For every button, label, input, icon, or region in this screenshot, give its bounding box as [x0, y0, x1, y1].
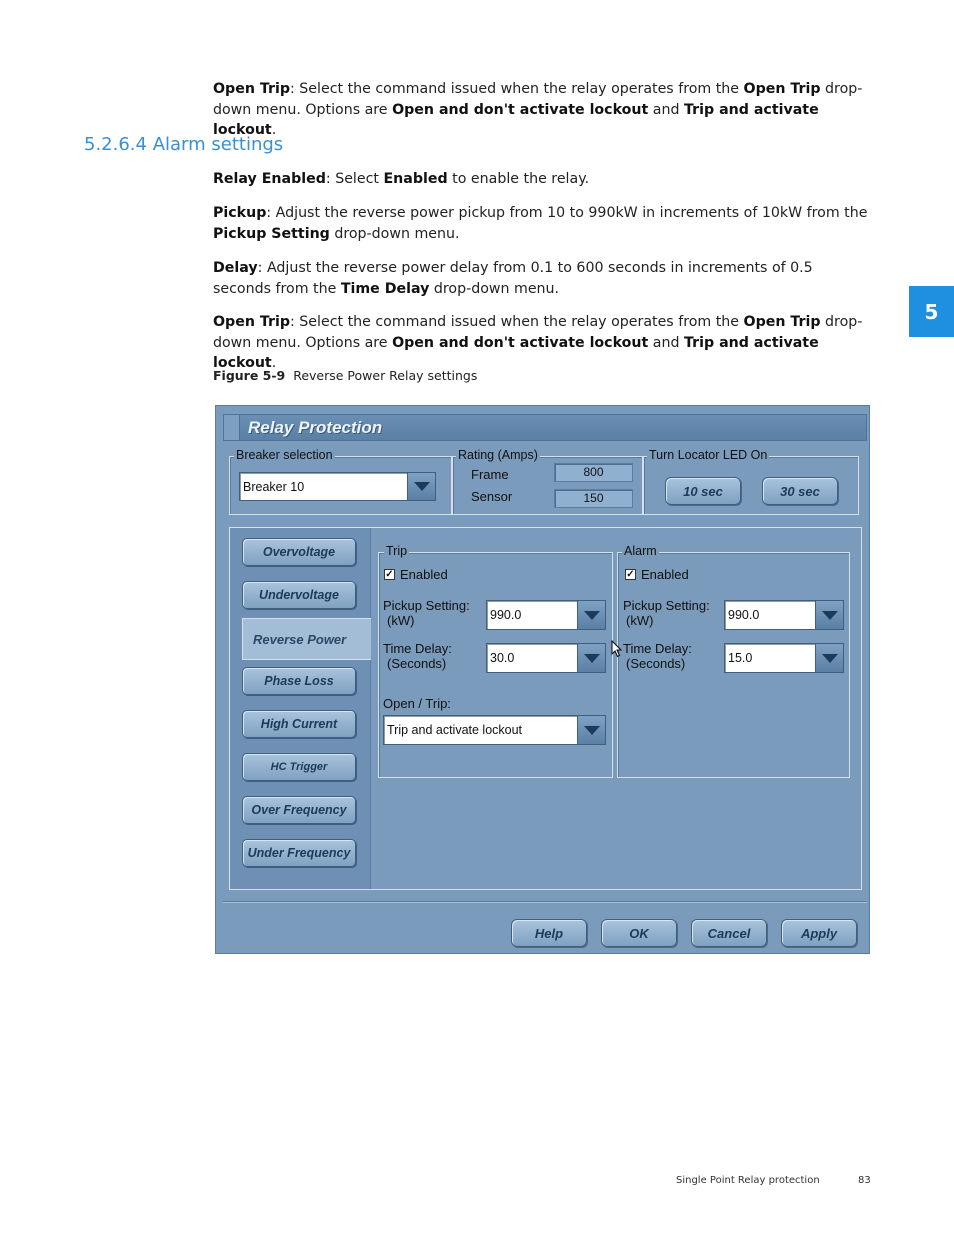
nav-hc-trigger-button[interactable]: HC Trigger	[242, 753, 356, 781]
term: Trip and activate lockout	[213, 334, 819, 371]
term: Open Trip	[213, 314, 291, 330]
trip-pickup-value: 990.0	[490, 608, 522, 622]
footer-divider	[223, 901, 867, 902]
chevron-down-icon[interactable]	[577, 601, 605, 629]
term: Time Delay	[340, 280, 430, 297]
nav-phase-loss-button[interactable]: Phase Loss	[242, 667, 356, 695]
trip-pickup-select[interactable]	[486, 600, 606, 630]
breaker-select-value: Breaker 10	[243, 479, 305, 494]
text: : Select the command issued when the relay operates from the	[290, 81, 744, 97]
open-trip-select[interactable]	[383, 715, 606, 745]
term: Delay	[213, 260, 258, 276]
term: Open Trip	[743, 314, 821, 330]
locator-10-sec-button[interactable]: 10 sec	[665, 477, 741, 505]
help-button[interactable]: Help	[511, 919, 587, 947]
pickup-paragraph	[213, 203, 873, 244]
term: Open and don't activate lockout	[392, 101, 649, 118]
text: drop-down menu.	[329, 225, 460, 242]
figure-label: Figure 5-9	[213, 368, 286, 383]
locator-label: Turn Locator LED On	[649, 448, 768, 462]
text: drop-down menu. Options are	[213, 314, 863, 351]
apply-button[interactable]: Apply	[781, 919, 857, 947]
alarm-pickup-label: Pickup Setting:	[623, 598, 710, 613]
chevron-down-icon[interactable]	[815, 601, 843, 629]
alarm-pickup-value: 990.0	[728, 608, 760, 622]
trip-pickup-unit: (kW)	[387, 613, 415, 628]
text: : Select	[325, 171, 384, 187]
nav-high-current-button[interactable]: High Current	[242, 710, 356, 738]
relay-enabled-paragraph	[213, 169, 873, 190]
sensor-value: 150	[554, 489, 633, 508]
footer-title: Single Point Relay protection	[676, 1175, 820, 1186]
term: Pickup	[213, 205, 267, 221]
trip-delay-unit: (Seconds)	[387, 656, 447, 671]
dialog-title: Relay Protection	[248, 418, 383, 437]
trip-delay-select[interactable]	[486, 643, 606, 673]
alarm-delay-value: 15.0	[728, 651, 753, 665]
alarm-delay-label: Time Delay:	[623, 641, 692, 656]
locator-30-sec-button[interactable]: 30 sec	[762, 477, 838, 505]
trip-enabled-checkbox[interactable]: ✓	[385, 569, 394, 580]
term: Pickup Setting	[213, 225, 330, 242]
frame-value: 800	[554, 463, 633, 482]
alarm-pickup-select[interactable]	[724, 600, 844, 630]
figure-caption	[213, 368, 477, 383]
alarm-enabled-checkbox[interactable]: ✓	[626, 569, 635, 580]
term: Relay Enabled	[213, 171, 326, 187]
open-trip-paragraph-top	[213, 79, 873, 141]
text: : Adjust the reverse power delay from 0.1 to 600 seconds in increments of 0.5 seconds from the	[213, 260, 813, 297]
delay-paragraph	[213, 258, 873, 299]
trip-delay-label: Time Delay:	[383, 641, 452, 656]
trip-label: Trip	[386, 544, 408, 558]
text: and	[648, 334, 684, 351]
text: to enable the relay.	[447, 171, 590, 187]
chevron-down-icon[interactable]	[407, 473, 435, 500]
term: Open Trip	[743, 81, 821, 97]
alarm-label: Alarm	[624, 544, 657, 558]
chevron-down-icon[interactable]	[577, 716, 605, 744]
text: drop-down menu. Options are	[213, 81, 863, 118]
breaker-select[interactable]	[239, 472, 436, 501]
chapter-tab: 5	[909, 286, 954, 337]
text: drop-down menu.	[429, 280, 560, 297]
chevron-down-icon[interactable]	[577, 644, 605, 672]
figure-caption-text: Reverse Power Relay settings	[293, 368, 478, 383]
term: Open and don't activate lockout	[392, 334, 649, 351]
cancel-button[interactable]: Cancel	[691, 919, 767, 947]
alarm-enabled-label: Enabled	[641, 567, 689, 582]
nav-reverse-power-tab[interactable]: Reverse Power	[242, 618, 374, 660]
text: .	[271, 122, 277, 138]
frame-label: Frame	[471, 467, 509, 482]
trip-pickup-label: Pickup Setting:	[383, 598, 470, 613]
text: .	[271, 355, 277, 371]
alarm-pickup-unit: (kW)	[626, 613, 654, 628]
chevron-down-icon[interactable]	[815, 644, 843, 672]
text: and	[648, 101, 684, 118]
open-trip-value: Trip and activate lockout	[387, 723, 523, 737]
nav-over-frequency-button[interactable]: Over Frequency	[242, 796, 356, 824]
term: Enabled	[383, 171, 448, 187]
section-heading: 5.2.6.4 Alarm settings	[84, 134, 284, 155]
nav-overvoltage-button[interactable]: Overvoltage	[242, 538, 356, 566]
relay-protection-dialog	[215, 405, 870, 954]
open-trip-label: Open / Trip:	[383, 696, 451, 711]
title-bar	[223, 414, 867, 441]
trip-delay-value: 30.0	[490, 651, 515, 665]
protection-nav	[229, 527, 372, 890]
open-trip-paragraph	[213, 312, 873, 374]
text: : Select the command issued when the relay operates from the	[290, 314, 744, 330]
page-number: 83	[858, 1175, 871, 1186]
ok-button[interactable]: OK	[601, 919, 677, 947]
alarm-delay-unit: (Seconds)	[626, 656, 686, 671]
breaker-selection-label: Breaker selection	[236, 448, 333, 462]
trip-enabled-label: Enabled	[400, 567, 448, 582]
nav-under-frequency-button[interactable]: Under Frequency	[242, 839, 356, 867]
title-accent	[224, 415, 240, 440]
rating-label: Rating (Amps)	[458, 448, 538, 462]
nav-undervoltage-button[interactable]: Undervoltage	[242, 581, 356, 609]
cursor-icon	[611, 640, 623, 658]
term: Open Trip	[213, 81, 291, 97]
text: : Adjust the reverse power pickup from 10 to 990kW in increments of 10kW from the	[266, 205, 868, 221]
term: Trip and activate lockout	[213, 101, 819, 138]
alarm-delay-select[interactable]	[724, 643, 844, 673]
sensor-label: Sensor	[471, 489, 513, 504]
